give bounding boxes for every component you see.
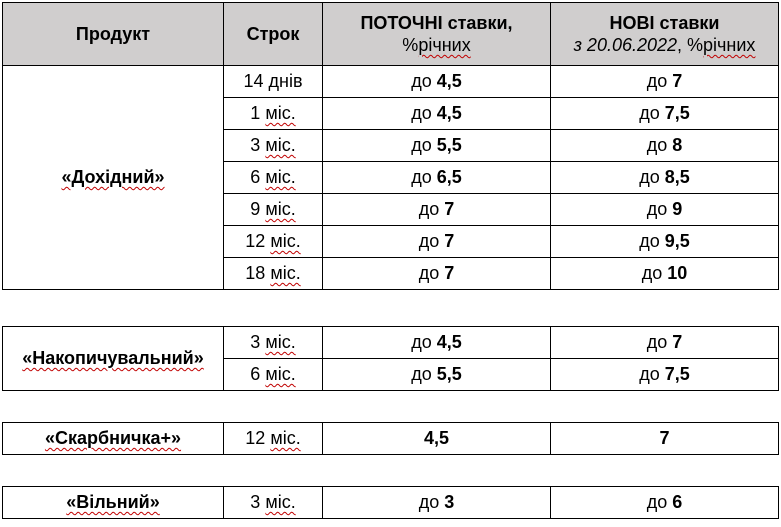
current-rate-cell: до 3 [323,487,551,519]
rates-table-main [2,2,779,290]
term-cell: 18 міс. [224,258,323,290]
current-rate-cell: до 7 [323,194,551,226]
header-term: Строк [224,3,323,66]
new-rate-cell: до 10 [551,258,779,290]
rates-table-nakopychuvalnyi [2,326,779,391]
current-rate-cell: до 4,5 [323,98,551,130]
term-cell: 12 міс. [224,423,323,455]
term-cell: 14 днів [224,66,323,98]
current-rate-cell: до 5,5 [323,359,551,391]
header-current-per-annum: річних [418,35,471,55]
new-rate-cell: до 9,5 [551,226,779,258]
term-cell: 9 міс. [224,194,323,226]
current-rate-cell: до 7 [323,258,551,290]
header-row [3,3,779,66]
new-rate-cell: до 7,5 [551,98,779,130]
product-name-skarbnychka: «Скарбничка+» [3,423,224,455]
header-new-line1: НОВІ ставки [609,13,720,33]
current-rate-cell: до 7 [323,226,551,258]
term-cell: 6 міс. [224,162,323,194]
header-new-per-annum: річних [703,35,756,55]
new-rate-cell: 7 [551,423,779,455]
table-row [3,487,779,519]
term-cell: 3 міс. [224,130,323,162]
new-rate-cell: до 6 [551,487,779,519]
term-cell: 3 міс. [224,327,323,359]
new-rate-cell: до 9 [551,194,779,226]
term-cell: 6 міс. [224,359,323,391]
header-current-rates: ПОТОЧНІ ставки, %річних [323,3,551,66]
current-rate-cell: до 6,5 [323,162,551,194]
term-cell: 12 міс. [224,226,323,258]
new-rate-cell: до 7 [551,327,779,359]
current-rate-cell: 4,5 [323,423,551,455]
new-rate-cell: до 8,5 [551,162,779,194]
header-new-date: з 20.06.2022 [573,35,678,55]
new-rate-cell: до 7,5 [551,359,779,391]
header-product: Продукт [3,3,224,66]
term-cell: 1 міс. [224,98,323,130]
table-row [3,66,779,98]
table-row [3,327,779,359]
product-name-vilnyi: «Вільний» [3,487,224,519]
rates-table-vilnyi [2,486,779,519]
product-name-nakopychuvalnyi: «Накопичувальний» [3,327,224,391]
header-current-line1: ПОТОЧНІ ставки, [360,13,513,33]
term-cell: 3 міс. [224,487,323,519]
rates-table-skarbnychka [2,422,779,455]
header-new-rates: НОВІ ставки з 20.06.2022, %річних [551,3,779,66]
product-name-dokhidnyi: «Дохідний» [3,66,224,290]
new-rate-cell: до 8 [551,130,779,162]
current-rate-cell: до 4,5 [323,327,551,359]
new-rate-cell: до 7 [551,66,779,98]
table-row [3,423,779,455]
current-rate-cell: до 5,5 [323,130,551,162]
current-rate-cell: до 4,5 [323,66,551,98]
